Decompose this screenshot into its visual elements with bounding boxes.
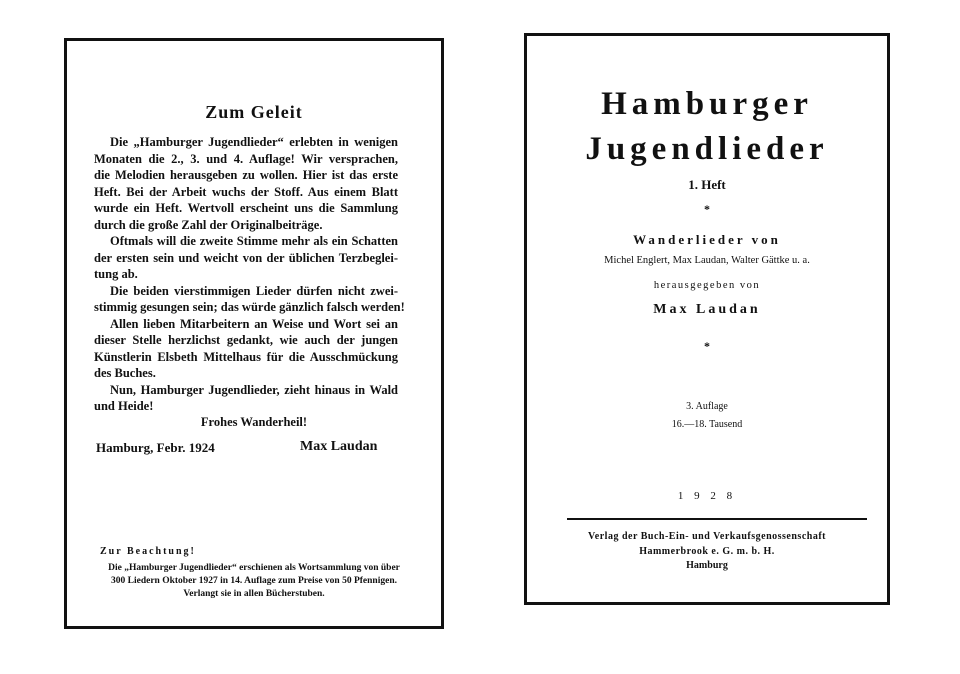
place-date: Hamburg, Febr. 1924 bbox=[96, 440, 215, 455]
signature: Max Laudan bbox=[300, 439, 378, 454]
notice-line: 300 Liedern Oktober 1927 in 14. Auflage zum Preise von 50 Pfennigen. bbox=[111, 576, 397, 586]
authors: Michel Englert, Max Laudan, Walter Gättke u. a. bbox=[604, 255, 810, 266]
text-line: Monaten die 2., 3. und 4. Auflage! Wir versprachen, bbox=[94, 151, 398, 166]
print-run: 16.—18. Tausend bbox=[671, 419, 743, 430]
text-line: stimmig gesungen sein; das würde gänzlich falsch werden! bbox=[94, 300, 405, 314]
text-line: dieser Stelle herzlichst gedankt, wie auch der jungen bbox=[94, 333, 398, 347]
greeting: Frohes Wanderheil! bbox=[200, 415, 308, 429]
notice-line: Die „Hamburger Jugendlieder“ erschienen als Wortsammlung von über bbox=[108, 563, 400, 573]
text-line: des Buches. bbox=[94, 366, 156, 380]
page-heading: Zum Geleit bbox=[205, 102, 303, 122]
text-line: tung ab. bbox=[94, 267, 138, 281]
edition: 3. Auflage bbox=[686, 401, 728, 412]
publisher-line: Hammerbrook e. G. m. b. H. bbox=[639, 546, 775, 557]
text-line: Heft. Bei der Arbeit wuchs der Stoff. Aus einem Blatt bbox=[94, 184, 398, 199]
book-title-line2: Jugendlieder bbox=[585, 131, 829, 167]
year: 1 9 2 8 bbox=[677, 490, 737, 502]
issue-number: 1. Heft bbox=[688, 177, 726, 192]
subtitle: Wanderlieder von bbox=[633, 232, 781, 247]
star-ornament: * bbox=[704, 339, 710, 353]
star-ornament: * bbox=[704, 202, 710, 216]
text-line: Nun, Hamburger Jugendlieder, zieht hinaus in Wald bbox=[110, 382, 398, 397]
publisher-line: Verlag der Buch-Ein- und Verkaufsgenossenschaft bbox=[588, 531, 826, 542]
text-line: Künstlerin Elsbeth Mittelhaus für die Ausschmückung bbox=[94, 349, 398, 364]
text-line: der ersten sein und weicht von der üblichen Terzbeglei- bbox=[94, 250, 398, 265]
text-line: die Melodien herausgeben zu wollen. Hier ist das erste bbox=[94, 168, 398, 182]
notice-line: Verlangt sie in allen Bücherstuben. bbox=[183, 589, 325, 599]
text-line: durch die große Zahl der Originalbeiträge. bbox=[94, 217, 323, 232]
text-line: wurde ein Heft. Wertvoll erscheint uns die Sammlung bbox=[94, 201, 398, 215]
title-page-frame bbox=[524, 33, 890, 605]
text-line: Die beiden vierstimmigen Lieder dürfen nicht zwei- bbox=[110, 283, 398, 298]
editor-label: herausgegeben von bbox=[653, 280, 761, 291]
text-line: Oftmals will die zweite Stimme mehr als ein Schatten bbox=[110, 234, 398, 248]
notice-title: Zur Beachtung! bbox=[100, 546, 196, 557]
text-line: und Heide! bbox=[94, 399, 154, 413]
book-title-line1: Hamburger bbox=[601, 86, 813, 122]
divider bbox=[567, 518, 867, 520]
text-line: Die „Hamburger Jugendlieder“ erlebten in wenigen bbox=[110, 135, 398, 149]
editor-name: Max Laudan bbox=[653, 302, 761, 317]
text-line: Allen lieben Mitarbeitern an Weise und Wort sei an bbox=[110, 316, 398, 331]
publisher-line: Hamburg bbox=[686, 560, 728, 571]
